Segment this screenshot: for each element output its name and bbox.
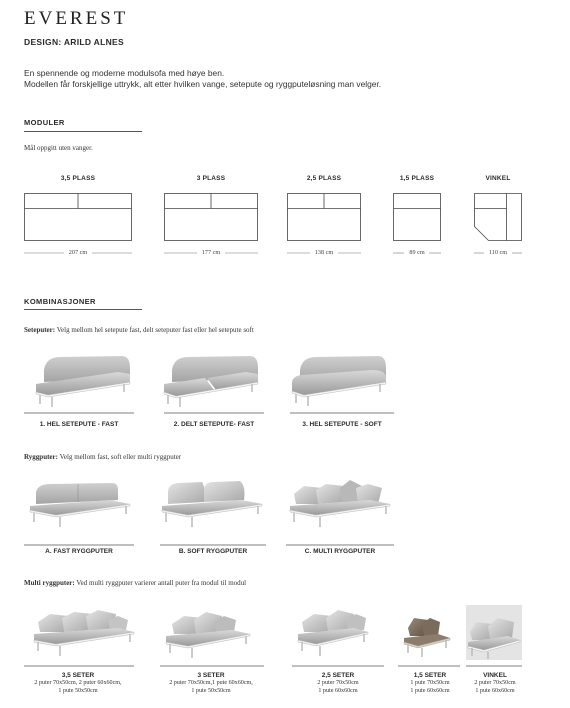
multi-item-2-5 xyxy=(292,672,384,695)
multi-item-line1: 1 pute 70x50cm xyxy=(410,680,450,686)
multi-item-line2: 1 pute 60x60cm xyxy=(475,688,515,694)
intro-line-1: En spennende og moderne modulsofa med høye ben. xyxy=(24,68,225,78)
multi-item-line1: 2 puter 70x50cm,1 pute 60x60cm, xyxy=(169,680,253,686)
module-width-3: 177 cm xyxy=(201,249,221,256)
multi-item-3-5 xyxy=(16,672,140,695)
multi-description xyxy=(24,579,246,587)
ryggputer-lead: Ryggputer: xyxy=(24,453,58,461)
multi-item-title: 1,5 SETER xyxy=(413,672,447,679)
multi-item-line2: 1 pute 50x50cm xyxy=(58,688,98,694)
multi-item-title: 3,5 SETER xyxy=(61,672,95,679)
sofa-seteputer-2 xyxy=(164,356,258,407)
sofa-seteputer-1 xyxy=(36,356,130,407)
sofa-multi-2-5 xyxy=(298,610,368,656)
ryggputer-option-c: C. MULTI RYGGPUTER xyxy=(304,548,376,555)
seteputer-lead: Seteputer: xyxy=(24,326,56,334)
moduler-note: Mål oppgitt uten vanger. xyxy=(24,144,93,152)
seteputer-text: Velg mellom hel setepute fast, delt seteputer fast eller hel setepute soft xyxy=(56,326,254,334)
sofa-seteputer-3 xyxy=(292,356,386,406)
ryggputer-option-a: A. FAST RYGGPUTER xyxy=(45,548,113,555)
multi-text: Ved multi ryggputer varierer antall puter fra modul til modul xyxy=(76,579,247,587)
multi-item-line1: 2 puter 70x50cm xyxy=(317,680,359,686)
section-heading-kombinasjoner: KOMBINASJONER xyxy=(24,297,96,306)
module-label-vinkel: VINKEL xyxy=(485,175,511,182)
ryggputer-option-b: B. SOFT RYGGPUTER xyxy=(178,548,248,555)
module-width-3-5: 207 cm xyxy=(68,249,88,256)
module-label-2-5: 2,5 PLASS xyxy=(306,175,342,182)
sofa-multi-1-5 xyxy=(404,618,450,657)
multi-item-line2: 1 pute 50x50cm xyxy=(191,688,231,694)
multi-item-3 xyxy=(152,672,270,695)
ryggputer-text: Velg mellom fast, soft eller multi ryggputer xyxy=(59,453,182,461)
ryggputer-description xyxy=(24,453,181,461)
intro-line-2: Modellen får forskjellige uttrykk, alt etter hvilken vange, setepute og ryggputeløsning man velger. xyxy=(24,79,382,89)
sofa-ryggputer-c xyxy=(290,480,390,527)
seteputer-option-2: 2. DELT SETEPUTE- FAST xyxy=(173,421,255,428)
multi-item-line2: 1 pute 60x60cm xyxy=(410,688,450,694)
multi-item-line1: 2 puter 70x50cm xyxy=(474,680,516,686)
module-width-vinkel: 110 cm xyxy=(488,249,508,256)
sofa-ryggputer-b xyxy=(162,481,262,527)
multi-item-line2: 1 pute 60x60cm xyxy=(318,688,358,694)
module-width-1-5: 89 cm xyxy=(409,249,425,256)
multi-item-title: VINKEL xyxy=(483,672,507,679)
sofa-multi-vinkel xyxy=(466,605,522,660)
multi-item-1-5 xyxy=(398,672,462,695)
sofa-ryggputer-a xyxy=(30,483,130,527)
module-label-1-5: 1,5 PLASS xyxy=(399,175,435,182)
designer-credit: DESIGN: ARILD ALNES xyxy=(24,37,124,47)
module-label-3-5: 3,5 PLASS xyxy=(60,175,96,182)
section-heading-moduler: MODULER xyxy=(24,118,65,127)
multi-item-title: 3 SETER xyxy=(197,672,225,679)
multi-lead: Multi ryggputer: xyxy=(24,579,75,587)
multi-item-vinkel xyxy=(464,672,526,695)
page-title: EVEREST xyxy=(24,8,129,29)
multi-item-title: 2,5 SETER xyxy=(321,672,355,679)
sofa-multi-3 xyxy=(166,612,250,658)
module-width-2-5: 138 cm xyxy=(314,249,334,256)
seteputer-option-3: 3. HEL SETEPUTE - SOFT xyxy=(302,421,382,428)
multi-item-line1: 2 puter 70x50cm, 2 puter 60x60cm, xyxy=(34,680,122,686)
module-label-3: 3 PLASS xyxy=(196,175,226,182)
seteputer-option-1: 1. HEL SETEPUTE - FAST xyxy=(39,421,119,428)
sofa-multi-3-5 xyxy=(34,610,134,656)
